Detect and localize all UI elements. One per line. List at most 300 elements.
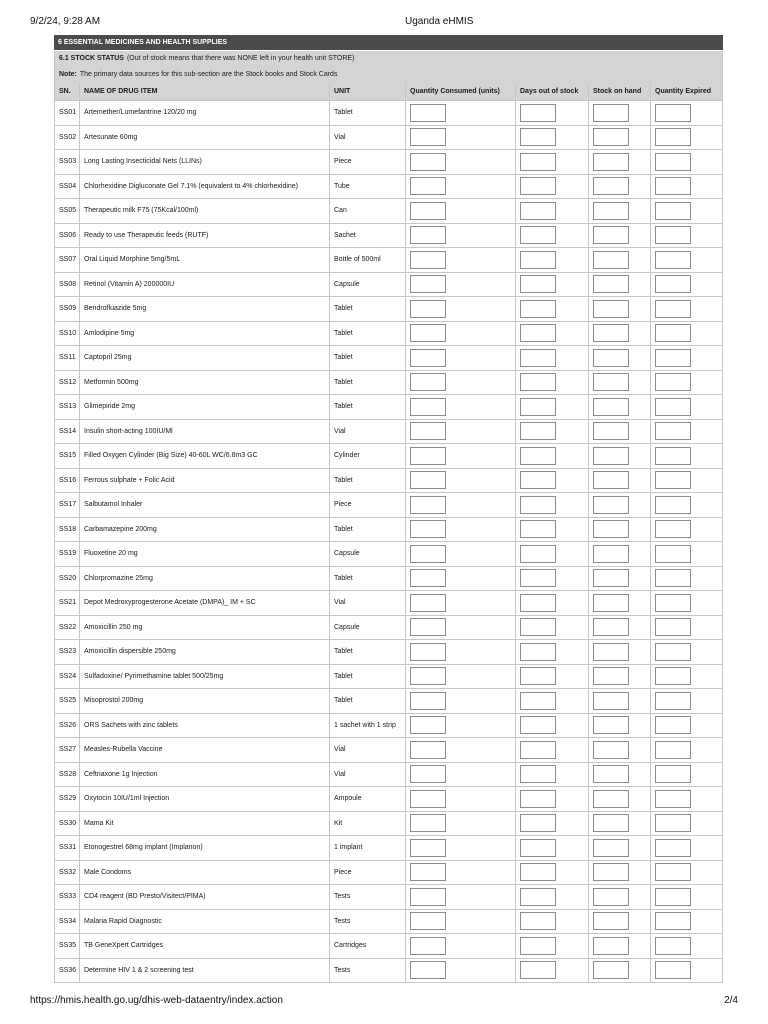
days-out-of-stock-cell [516, 420, 589, 444]
row-drug-name: Therapeutic milk F75 (75Kcal/100ml) [84, 207, 199, 215]
drug-name-cell [80, 738, 330, 762]
row-sn: SS12 [59, 378, 77, 386]
table-row [54, 714, 723, 739]
days-out-of-stock-input[interactable] [520, 643, 556, 661]
days-out-of-stock-input[interactable] [520, 422, 556, 440]
quantity-expired-input[interactable] [655, 667, 691, 685]
sn-cell [54, 101, 80, 125]
stock-on-hand-input[interactable] [593, 251, 629, 269]
sn-cell [54, 493, 80, 517]
stock-on-hand-input[interactable] [593, 153, 629, 171]
quantity-consumed-cell [406, 126, 516, 150]
row-unit: Tests [334, 917, 351, 925]
quantity-consumed-input[interactable] [410, 177, 446, 195]
quantity-consumed-input[interactable] [410, 667, 446, 685]
quantity-consumed-input[interactable] [410, 324, 446, 342]
quantity-expired-input[interactable] [655, 618, 691, 636]
table-row [54, 591, 723, 616]
note-label: Note: [59, 71, 77, 78]
row-unit: 1 implant [334, 844, 363, 852]
stock-on-hand-cell [589, 665, 651, 689]
stock-on-hand-input[interactable] [593, 202, 629, 220]
stock-on-hand-input[interactable] [593, 961, 629, 979]
days-out-of-stock-input[interactable] [520, 496, 556, 514]
unit-cell [330, 395, 406, 419]
section-title: 6 ESSENTIAL MEDICINES AND HEALTH SUPPLIES [54, 35, 723, 50]
row-sn: SS21 [59, 599, 77, 607]
days-out-of-stock-input[interactable] [520, 961, 556, 979]
stock-on-hand-input[interactable] [593, 765, 629, 783]
row-unit: Piece [334, 868, 352, 876]
quantity-consumed-input[interactable] [410, 937, 446, 955]
quantity-expired-input[interactable] [655, 153, 691, 171]
table-row [54, 248, 723, 273]
stock-on-hand-cell [589, 910, 651, 934]
quantity-consumed-cell [406, 567, 516, 591]
stock-on-hand-input[interactable] [593, 888, 629, 906]
quantity-expired-cell [651, 738, 723, 762]
row-drug-name: Artemether/Lumefantrine 120/20 mg [84, 109, 197, 117]
quantity-expired-input[interactable] [655, 373, 691, 391]
quantity-expired-input[interactable] [655, 471, 691, 489]
days-out-of-stock-input[interactable] [520, 814, 556, 832]
quantity-consumed-cell [406, 518, 516, 542]
quantity-consumed-input[interactable] [410, 226, 446, 244]
stock-on-hand-cell [589, 567, 651, 591]
days-out-of-stock-cell [516, 836, 589, 860]
quantity-consumed-input[interactable] [410, 202, 446, 220]
quantity-expired-input[interactable] [655, 177, 691, 195]
drug-name-cell [80, 640, 330, 664]
days-out-of-stock-cell [516, 371, 589, 395]
quantity-expired-input[interactable] [655, 888, 691, 906]
row-unit: Tablet [334, 525, 353, 533]
stock-on-hand-input[interactable] [593, 324, 629, 342]
stock-on-hand-input[interactable] [593, 471, 629, 489]
days-out-of-stock-input[interactable] [520, 324, 556, 342]
quantity-expired-input[interactable] [655, 765, 691, 783]
quantity-consumed-input[interactable] [410, 814, 446, 832]
days-out-of-stock-input[interactable] [520, 839, 556, 857]
days-out-of-stock-input[interactable] [520, 226, 556, 244]
drug-name-cell [80, 567, 330, 591]
quantity-consumed-input[interactable] [410, 422, 446, 440]
quantity-expired-input[interactable] [655, 349, 691, 367]
unit-cell [330, 738, 406, 762]
row-sn: SS14 [59, 427, 77, 435]
quantity-expired-input[interactable] [655, 104, 691, 122]
quantity-consumed-input[interactable] [410, 594, 446, 612]
quantity-expired-input[interactable] [655, 251, 691, 269]
unit-cell [330, 714, 406, 738]
days-out-of-stock-cell [516, 518, 589, 542]
stock-on-hand-input[interactable] [593, 422, 629, 440]
quantity-expired-input[interactable] [655, 643, 691, 661]
days-out-of-stock-input[interactable] [520, 202, 556, 220]
quantity-consumed-cell [406, 101, 516, 125]
quantity-expired-input[interactable] [655, 545, 691, 563]
days-out-of-stock-input[interactable] [520, 177, 556, 195]
drug-name-cell [80, 518, 330, 542]
days-out-of-stock-input[interactable] [520, 545, 556, 563]
stock-on-hand-input[interactable] [593, 545, 629, 563]
row-unit: Kit [334, 819, 343, 827]
row-sn: SS03 [59, 158, 77, 166]
stock-on-hand-cell [589, 346, 651, 370]
quantity-consumed-input[interactable] [410, 839, 446, 857]
days-out-of-stock-cell [516, 150, 589, 174]
quantity-consumed-cell [406, 322, 516, 346]
quantity-expired-cell [651, 273, 723, 297]
drug-name-cell [80, 787, 330, 811]
days-out-of-stock-input[interactable] [520, 520, 556, 538]
quantity-expired-input[interactable] [655, 839, 691, 857]
row-drug-name: Amlodipine 5mg [84, 329, 135, 337]
drug-name-cell [80, 175, 330, 199]
quantity-consumed-cell [406, 763, 516, 787]
stock-on-hand-input[interactable] [593, 839, 629, 857]
stock-on-hand-input[interactable] [593, 643, 629, 661]
stock-on-hand-input[interactable] [593, 863, 629, 881]
quantity-consumed-input[interactable] [410, 447, 446, 465]
days-out-of-stock-input[interactable] [520, 128, 556, 146]
stock-on-hand-input[interactable] [593, 667, 629, 685]
row-sn: SS26 [59, 721, 77, 729]
quantity-consumed-input[interactable] [410, 251, 446, 269]
row-drug-name: Misoprostol 200mg [84, 697, 144, 705]
table-row [54, 322, 723, 347]
row-drug-name: Malaria Rapid Diagnostic [84, 917, 162, 925]
stock-on-hand-cell [589, 224, 651, 248]
quantity-consumed-input[interactable] [410, 496, 446, 514]
unit-cell [330, 640, 406, 664]
days-out-of-stock-cell [516, 493, 589, 517]
stock-on-hand-cell [589, 444, 651, 468]
quantity-consumed-input[interactable] [410, 275, 446, 293]
unit-cell [330, 910, 406, 934]
days-out-of-stock-input[interactable] [520, 471, 556, 489]
days-out-of-stock-input[interactable] [520, 667, 556, 685]
quantity-consumed-input[interactable] [410, 104, 446, 122]
quantity-consumed-input[interactable] [410, 863, 446, 881]
stock-on-hand-cell [589, 297, 651, 321]
table-row [54, 199, 723, 224]
sn-cell [54, 420, 80, 444]
table-row [54, 346, 723, 371]
quantity-consumed-cell [406, 616, 516, 640]
days-out-of-stock-input[interactable] [520, 888, 556, 906]
stock-on-hand-input[interactable] [593, 692, 629, 710]
quantity-consumed-cell [406, 689, 516, 713]
sn-cell [54, 444, 80, 468]
stock-status-form [54, 35, 723, 983]
quantity-expired-input[interactable] [655, 937, 691, 955]
quantity-consumed-input[interactable] [410, 765, 446, 783]
stock-on-hand-input[interactable] [593, 594, 629, 612]
stock-on-hand-cell [589, 934, 651, 958]
days-out-of-stock-input[interactable] [520, 594, 556, 612]
row-unit: Bottle of 500ml [334, 256, 381, 264]
section-header-block [54, 51, 723, 101]
days-out-of-stock-input[interactable] [520, 275, 556, 293]
quantity-expired-input[interactable] [655, 447, 691, 465]
days-out-of-stock-input[interactable] [520, 937, 556, 955]
stock-on-hand-input[interactable] [593, 569, 629, 587]
row-sn: SS17 [59, 501, 77, 509]
row-unit: Tablet [334, 403, 353, 411]
days-out-of-stock-input[interactable] [520, 741, 556, 759]
stock-on-hand-input[interactable] [593, 398, 629, 416]
quantity-expired-cell [651, 787, 723, 811]
row-unit: Vial [334, 427, 346, 435]
row-sn: SS23 [59, 648, 77, 656]
days-out-of-stock-input[interactable] [520, 790, 556, 808]
quantity-expired-input[interactable] [655, 814, 691, 832]
table-row [54, 395, 723, 420]
quantity-expired-input[interactable] [655, 496, 691, 514]
days-out-of-stock-input[interactable] [520, 863, 556, 881]
drug-name-cell [80, 763, 330, 787]
unit-cell [330, 150, 406, 174]
quantity-consumed-input[interactable] [410, 300, 446, 318]
drug-name-cell [80, 591, 330, 615]
subsection-row [54, 51, 723, 67]
stock-on-hand-input[interactable] [593, 128, 629, 146]
stock-on-hand-input[interactable] [593, 177, 629, 195]
quantity-expired-input[interactable] [655, 594, 691, 612]
quantity-consumed-cell [406, 959, 516, 983]
quantity-consumed-input[interactable] [410, 790, 446, 808]
quantity-consumed-input[interactable] [410, 569, 446, 587]
table-row [54, 518, 723, 543]
stock-on-hand-cell [589, 420, 651, 444]
stock-on-hand-cell [589, 273, 651, 297]
quantity-consumed-cell [406, 591, 516, 615]
drug-name-cell [80, 126, 330, 150]
unit-cell [330, 787, 406, 811]
quantity-consumed-cell [406, 420, 516, 444]
days-out-of-stock-input[interactable] [520, 569, 556, 587]
drug-name-cell [80, 665, 330, 689]
row-drug-name: Salbutamol Inhaler [84, 501, 143, 509]
quantity-expired-input[interactable] [655, 422, 691, 440]
days-out-of-stock-cell [516, 469, 589, 493]
stock-on-hand-input[interactable] [593, 226, 629, 244]
quantity-consumed-cell [406, 640, 516, 664]
stock-on-hand-cell [589, 763, 651, 787]
stock-on-hand-input[interactable] [593, 520, 629, 538]
quantity-expired-cell [651, 297, 723, 321]
quantity-consumed-input[interactable] [410, 618, 446, 636]
unit-cell [330, 322, 406, 346]
quantity-expired-input[interactable] [655, 692, 691, 710]
sn-cell [54, 346, 80, 370]
days-out-of-stock-input[interactable] [520, 300, 556, 318]
quantity-expired-cell [651, 224, 723, 248]
quantity-expired-input[interactable] [655, 398, 691, 416]
quantity-expired-input[interactable] [655, 790, 691, 808]
stock-on-hand-input[interactable] [593, 618, 629, 636]
sn-cell [54, 934, 80, 958]
row-drug-name: Fluoxetine 20 mg [84, 550, 138, 558]
quantity-consumed-input[interactable] [410, 398, 446, 416]
quantity-expired-input[interactable] [655, 275, 691, 293]
quantity-expired-cell [651, 616, 723, 640]
quantity-consumed-input[interactable] [410, 545, 446, 563]
subsection-label: 6.1 STOCK STATUS [59, 55, 124, 62]
days-out-of-stock-input[interactable] [520, 153, 556, 171]
drug-name-cell [80, 444, 330, 468]
quantity-consumed-input[interactable] [410, 349, 446, 367]
stock-on-hand-cell [589, 959, 651, 983]
sn-cell [54, 836, 80, 860]
stock-on-hand-input[interactable] [593, 741, 629, 759]
row-unit: Tests [334, 966, 351, 974]
row-unit: Piece [334, 158, 352, 166]
row-sn: SS30 [59, 819, 77, 827]
row-sn: SS18 [59, 525, 77, 533]
stock-on-hand-cell [589, 689, 651, 713]
days-out-of-stock-cell [516, 567, 589, 591]
quantity-consumed-input[interactable] [410, 716, 446, 734]
row-sn: SS22 [59, 623, 77, 631]
days-out-of-stock-input[interactable] [520, 912, 556, 930]
days-out-of-stock-input[interactable] [520, 349, 556, 367]
row-drug-name: Metformin 500mg [84, 378, 139, 386]
days-out-of-stock-input[interactable] [520, 765, 556, 783]
quantity-consumed-input[interactable] [410, 912, 446, 930]
quantity-expired-input[interactable] [655, 520, 691, 538]
days-out-of-stock-input[interactable] [520, 692, 556, 710]
quantity-expired-cell [651, 567, 723, 591]
row-sn: SS36 [59, 966, 77, 974]
days-out-of-stock-input[interactable] [520, 618, 556, 636]
days-out-of-stock-input[interactable] [520, 251, 556, 269]
days-out-of-stock-cell [516, 934, 589, 958]
table-row [54, 126, 723, 151]
quantity-expired-input[interactable] [655, 741, 691, 759]
stock-on-hand-input[interactable] [593, 373, 629, 391]
stock-on-hand-cell [589, 616, 651, 640]
stock-on-hand-input[interactable] [593, 496, 629, 514]
row-unit: Tablet [334, 574, 353, 582]
quantity-expired-input[interactable] [655, 128, 691, 146]
sn-cell [54, 885, 80, 909]
days-out-of-stock-input[interactable] [520, 447, 556, 465]
quantity-expired-input[interactable] [655, 961, 691, 979]
quantity-expired-input[interactable] [655, 863, 691, 881]
quantity-expired-input[interactable] [655, 912, 691, 930]
drug-name-cell [80, 273, 330, 297]
stock-on-hand-input[interactable] [593, 300, 629, 318]
quantity-consumed-input[interactable] [410, 153, 446, 171]
quantity-consumed-cell [406, 542, 516, 566]
stock-on-hand-cell [589, 493, 651, 517]
days-out-of-stock-cell [516, 273, 589, 297]
quantity-expired-cell [651, 322, 723, 346]
row-unit: Piece [334, 501, 352, 509]
quantity-consumed-cell [406, 934, 516, 958]
column-header-drug-name: NAME OF DRUG ITEM [80, 83, 330, 100]
quantity-consumed-input[interactable] [410, 520, 446, 538]
quantity-expired-input[interactable] [655, 324, 691, 342]
row-sn: SS32 [59, 868, 77, 876]
quantity-expired-input[interactable] [655, 569, 691, 587]
quantity-consumed-cell [406, 738, 516, 762]
stock-on-hand-input[interactable] [593, 349, 629, 367]
quantity-expired-input[interactable] [655, 716, 691, 734]
quantity-consumed-cell [406, 297, 516, 321]
row-sn: SS11 [59, 354, 76, 362]
quantity-consumed-input[interactable] [410, 692, 446, 710]
quantity-expired-input[interactable] [655, 300, 691, 318]
quantity-consumed-input[interactable] [410, 961, 446, 979]
quantity-consumed-cell [406, 150, 516, 174]
stock-on-hand-input[interactable] [593, 104, 629, 122]
stock-on-hand-input[interactable] [593, 790, 629, 808]
table-row [54, 371, 723, 396]
days-out-of-stock-input[interactable] [520, 373, 556, 391]
stock-on-hand-cell [589, 469, 651, 493]
stock-on-hand-input[interactable] [593, 937, 629, 955]
drug-name-cell [80, 836, 330, 860]
unit-cell [330, 959, 406, 983]
quantity-consumed-input[interactable] [410, 128, 446, 146]
quantity-expired-input[interactable] [655, 226, 691, 244]
stock-on-hand-input[interactable] [593, 447, 629, 465]
stock-on-hand-cell [589, 150, 651, 174]
row-unit: Tablet [334, 697, 353, 705]
quantity-consumed-input[interactable] [410, 471, 446, 489]
sn-cell [54, 518, 80, 542]
unit-cell [330, 273, 406, 297]
row-drug-name: Bendrofluazide 5mg [84, 305, 147, 313]
column-header-quantity-expired: Quantity Expired [651, 83, 723, 100]
note-text: The primary data sources for this sub-section are the Stock books and Stock Cards [79, 71, 338, 78]
days-out-of-stock-input[interactable] [520, 716, 556, 734]
quantity-consumed-input[interactable] [410, 888, 446, 906]
quantity-expired-input[interactable] [655, 202, 691, 220]
stock-on-hand-input[interactable] [593, 275, 629, 293]
drug-name-cell [80, 934, 330, 958]
drug-name-cell [80, 346, 330, 370]
days-out-of-stock-cell [516, 714, 589, 738]
sn-cell [54, 297, 80, 321]
days-out-of-stock-cell [516, 885, 589, 909]
quantity-consumed-input[interactable] [410, 373, 446, 391]
quantity-consumed-input[interactable] [410, 643, 446, 661]
table-row [54, 297, 723, 322]
days-out-of-stock-input[interactable] [520, 398, 556, 416]
stock-on-hand-input[interactable] [593, 912, 629, 930]
row-sn: SS25 [59, 697, 77, 705]
quantity-consumed-input[interactable] [410, 741, 446, 759]
stock-on-hand-cell [589, 322, 651, 346]
stock-on-hand-input[interactable] [593, 716, 629, 734]
days-out-of-stock-input[interactable] [520, 104, 556, 122]
print-page-title: Uganda eHMIS [405, 16, 474, 27]
unit-cell [330, 224, 406, 248]
row-drug-name: Insulin short-acting 100IU/Ml [84, 427, 173, 435]
row-unit: Tablet [334, 378, 353, 386]
row-unit: Can [334, 207, 347, 215]
days-out-of-stock-cell [516, 542, 589, 566]
quantity-expired-cell [651, 444, 723, 468]
sn-cell [54, 910, 80, 934]
stock-on-hand-input[interactable] [593, 814, 629, 832]
column-header-unit: UNIT [330, 83, 406, 100]
drug-name-cell [80, 371, 330, 395]
